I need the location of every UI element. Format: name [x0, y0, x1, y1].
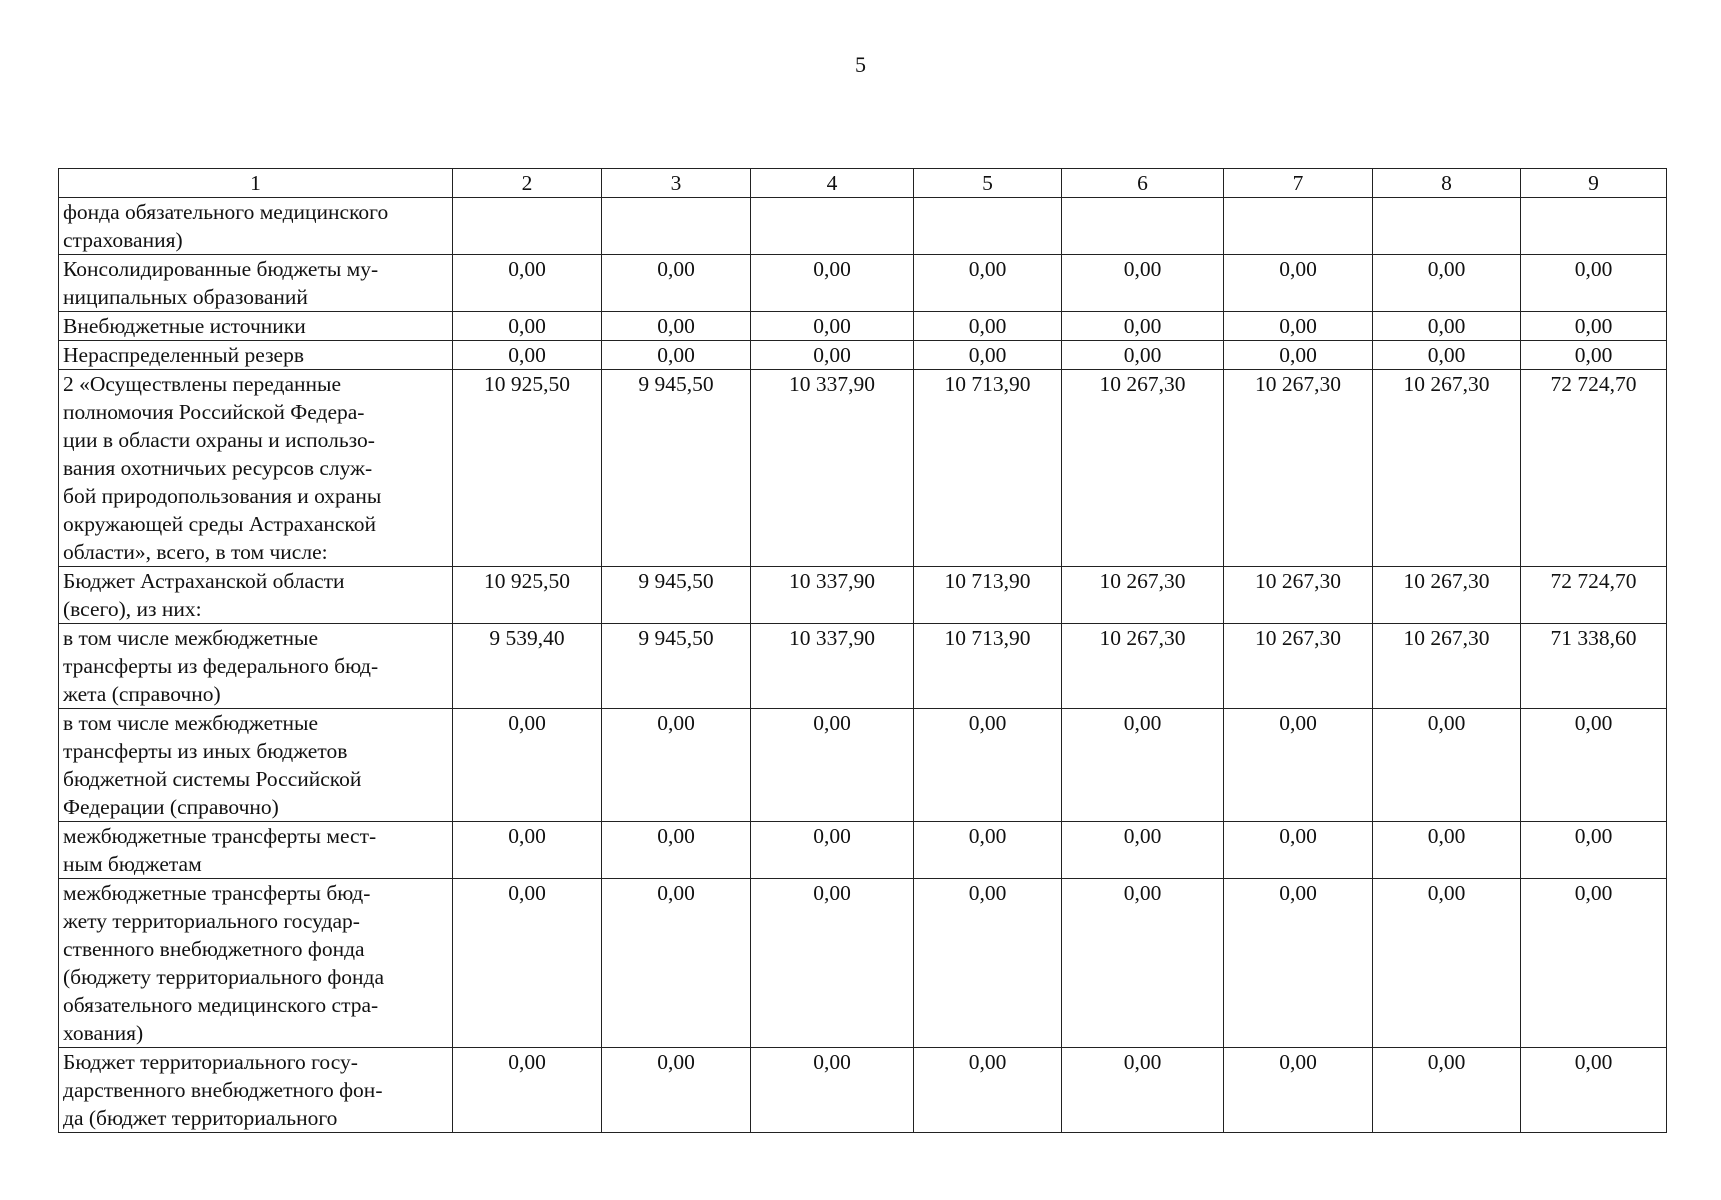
budget-table — [58, 168, 1667, 1133]
table-row — [59, 312, 1667, 341]
value-cell: 0,00 — [1521, 341, 1667, 370]
value-cell: 0,00 — [1521, 709, 1667, 822]
value-cell: 10 267,30 — [1062, 567, 1224, 624]
value-cell: 10 267,30 — [1062, 624, 1224, 709]
value-cell: 10 925,50 — [453, 567, 602, 624]
value-cell: 0,00 — [602, 255, 751, 312]
value-cell: 9 945,50 — [602, 624, 751, 709]
value-cell: 72 724,70 — [1521, 567, 1667, 624]
value-cell: 0,00 — [602, 341, 751, 370]
value-cell: 0,00 — [914, 709, 1062, 822]
value-cell: 0,00 — [1224, 822, 1373, 879]
value-cell: 71 338,60 — [1521, 624, 1667, 709]
value-cell: 0,00 — [1062, 341, 1224, 370]
value-cell: 10 337,90 — [751, 567, 914, 624]
value-cell: 0,00 — [453, 341, 602, 370]
value-cell: 0,00 — [602, 709, 751, 822]
value-cell: 0,00 — [453, 879, 602, 1048]
value-cell: 10 267,30 — [1224, 370, 1373, 567]
row-label: Бюджет территориального госу- дарственного внебюджетного фон- да (бюджет территориального — [59, 1048, 453, 1133]
value-cell: 0,00 — [1373, 709, 1521, 822]
column-header: 9 — [1521, 169, 1667, 198]
table-row — [59, 198, 1667, 255]
table-row — [59, 567, 1667, 624]
value-cell: 0,00 — [1224, 709, 1373, 822]
column-header: 8 — [1373, 169, 1521, 198]
value-cell: 0,00 — [1373, 1048, 1521, 1133]
row-label: 2 «Осуществлены переданные полномочия Российской Федера- ции в области охраны и использо- вания охотничьих ресурсов служ- бой природопользования и охраны окружающей среды Астраханской области», всего, в том числе: — [59, 370, 453, 567]
value-cell: 0,00 — [751, 879, 914, 1048]
column-header: 3 — [602, 169, 751, 198]
table-row — [59, 822, 1667, 879]
value-cell: 0,00 — [1521, 879, 1667, 1048]
value-cell: 0,00 — [1224, 341, 1373, 370]
value-cell: 9 945,50 — [602, 370, 751, 567]
row-label: Бюджет Астраханской области (всего), из них: — [59, 567, 453, 624]
value-cell: 0,00 — [914, 341, 1062, 370]
value-cell: 0,00 — [751, 341, 914, 370]
value-cell: 0,00 — [914, 822, 1062, 879]
value-cell: 72 724,70 — [1521, 370, 1667, 567]
value-cell: 0,00 — [1224, 255, 1373, 312]
column-header: 6 — [1062, 169, 1224, 198]
column-header: 4 — [751, 169, 914, 198]
value-cell: 0,00 — [1062, 709, 1224, 822]
value-cell: 10 267,30 — [1373, 624, 1521, 709]
row-label: Консолидированные бюджеты му- ниципальных образований — [59, 255, 453, 312]
row-label: в том числе межбюджетные трансферты из федерального бюд- жета (справочно) — [59, 624, 453, 709]
value-cell: 10 713,90 — [914, 567, 1062, 624]
table-row — [59, 624, 1667, 709]
value-cell: 0,00 — [602, 1048, 751, 1133]
value-cell: 0,00 — [1224, 879, 1373, 1048]
value-cell: 10 337,90 — [751, 370, 914, 567]
value-cell: 0,00 — [1062, 822, 1224, 879]
row-label: в том числе межбюджетные трансферты из иных бюджетов бюджетной системы Российской Федерации (справочно) — [59, 709, 453, 822]
value-cell: 0,00 — [914, 255, 1062, 312]
value-cell: 0,00 — [453, 822, 602, 879]
value-cell: 0,00 — [1373, 312, 1521, 341]
row-label: фонда обязательного медицинского страхования) — [59, 198, 453, 255]
value-cell: 0,00 — [1373, 879, 1521, 1048]
value-cell: 0,00 — [1062, 312, 1224, 341]
value-cell: 0,00 — [1373, 255, 1521, 312]
value-cell: 0,00 — [453, 1048, 602, 1133]
value-cell: 9 539,40 — [453, 624, 602, 709]
value-cell: 9 945,50 — [602, 567, 751, 624]
value-cell: 0,00 — [914, 879, 1062, 1048]
value-cell: 10 713,90 — [914, 624, 1062, 709]
table-row — [59, 341, 1667, 370]
value-cell: 0,00 — [1521, 312, 1667, 341]
value-cell: 10 925,50 — [453, 370, 602, 567]
value-cell: 0,00 — [1062, 879, 1224, 1048]
table-row — [59, 879, 1667, 1048]
value-cell — [751, 198, 914, 255]
value-cell: 10 337,90 — [751, 624, 914, 709]
value-cell: 0,00 — [751, 312, 914, 341]
value-cell: 0,00 — [751, 1048, 914, 1133]
row-label: Внебюджетные источники — [59, 312, 453, 341]
value-cell: 10 267,30 — [1224, 624, 1373, 709]
value-cell: 0,00 — [602, 822, 751, 879]
value-cell: 0,00 — [914, 1048, 1062, 1133]
value-cell: 10 267,30 — [1224, 567, 1373, 624]
table-row — [59, 1048, 1667, 1133]
row-label: Нераспределенный резерв — [59, 341, 453, 370]
column-header: 7 — [1224, 169, 1373, 198]
value-cell: 0,00 — [1373, 822, 1521, 879]
value-cell: 0,00 — [914, 312, 1062, 341]
value-cell: 0,00 — [1224, 312, 1373, 341]
column-header: 1 — [59, 169, 453, 198]
row-label: межбюджетные трансферты бюд- жету территориального государ- ственного внебюджетного фонда (бюджету территориального фонда обязательного медицинского стра- хования) — [59, 879, 453, 1048]
value-cell: 0,00 — [453, 255, 602, 312]
column-header: 2 — [453, 169, 602, 198]
value-cell: 0,00 — [602, 312, 751, 341]
row-label: межбюджетные трансферты мест- ным бюджетам — [59, 822, 453, 879]
value-cell: 0,00 — [751, 255, 914, 312]
value-cell — [914, 198, 1062, 255]
value-cell: 0,00 — [1224, 1048, 1373, 1133]
value-cell — [1373, 198, 1521, 255]
value-cell: 0,00 — [1521, 255, 1667, 312]
value-cell: 0,00 — [1521, 1048, 1667, 1133]
value-cell: 0,00 — [1521, 822, 1667, 879]
value-cell — [453, 198, 602, 255]
value-cell: 10 267,30 — [1062, 370, 1224, 567]
value-cell: 10 267,30 — [1373, 370, 1521, 567]
value-cell: 0,00 — [1062, 255, 1224, 312]
table-row — [59, 370, 1667, 567]
value-cell: 0,00 — [1373, 341, 1521, 370]
table-row — [59, 255, 1667, 312]
value-cell: 10 267,30 — [1373, 567, 1521, 624]
value-cell — [1224, 198, 1373, 255]
value-cell: 0,00 — [453, 709, 602, 822]
value-cell — [1062, 198, 1224, 255]
value-cell: 0,00 — [751, 709, 914, 822]
value-cell: 0,00 — [1062, 1048, 1224, 1133]
column-number-row — [59, 169, 1667, 198]
value-cell: 0,00 — [453, 312, 602, 341]
value-cell — [1521, 198, 1667, 255]
value-cell: 10 713,90 — [914, 370, 1062, 567]
value-cell: 0,00 — [751, 822, 914, 879]
table-body — [59, 198, 1667, 1133]
column-header: 5 — [914, 169, 1062, 198]
value-cell — [602, 198, 751, 255]
page-number: 5 — [855, 52, 866, 77]
table-row — [59, 709, 1667, 822]
value-cell: 0,00 — [602, 879, 751, 1048]
